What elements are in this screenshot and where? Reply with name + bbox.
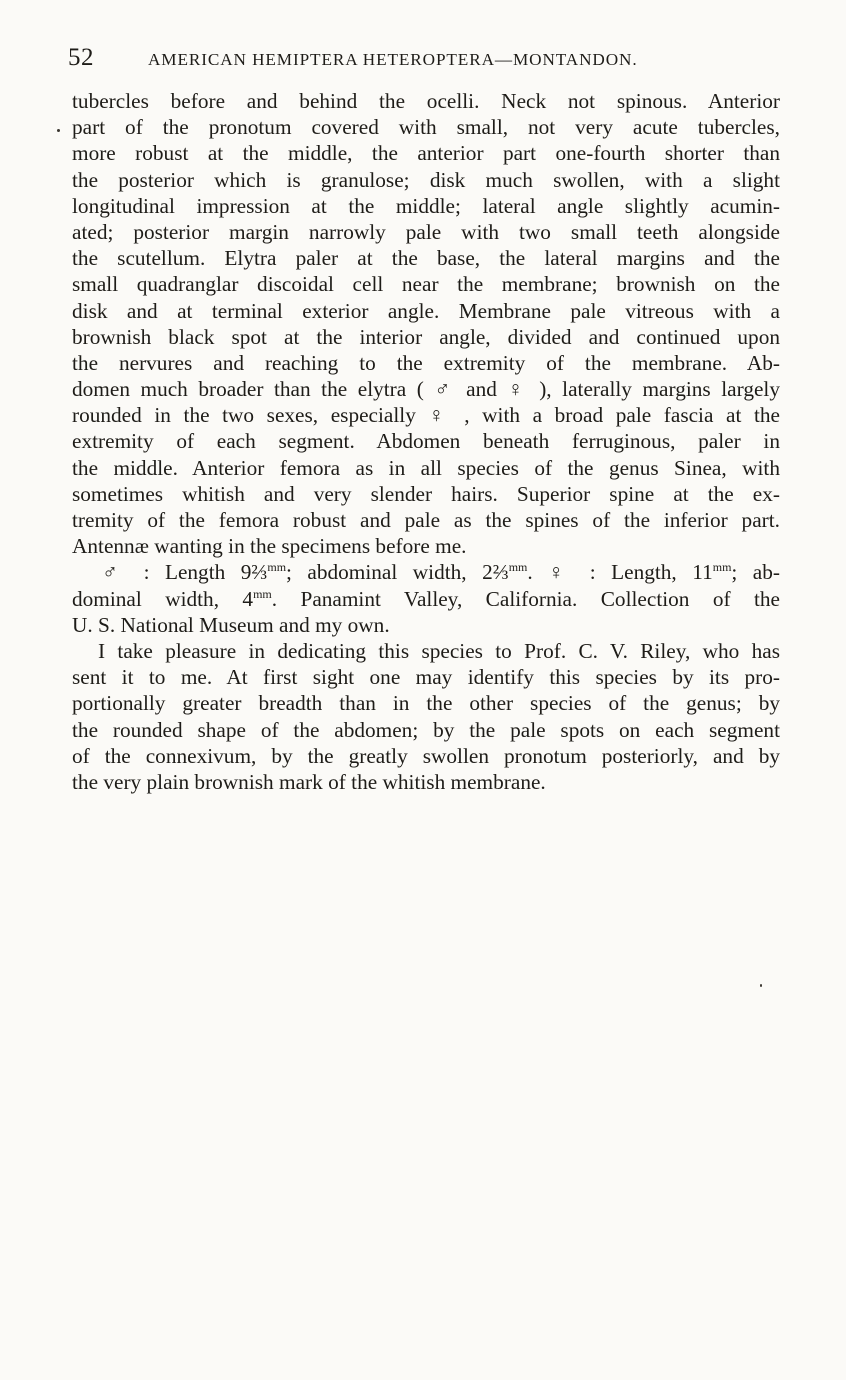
text-line: the very plain brownish mark of the whitish membrane. — [72, 769, 546, 794]
unit-mm: mm — [508, 560, 528, 575]
text-line: tremity of the femora robust and pale as the spines of the inferior part. — [72, 508, 780, 532]
female-symbol: ♀ — [548, 560, 575, 585]
text-line: longitudinal impression at the middle; lateral angle slightly acumin- — [72, 193, 780, 218]
text-line: portionally greater breadth than in the other species of the genus; by — [72, 691, 780, 716]
text-line: brownish black spot at the interior angle, divided and continued upon — [72, 324, 780, 349]
page-number: 52 — [68, 44, 94, 71]
text-line: the rounded shape of the abdomen; by the pale spots on each segment — [72, 717, 780, 742]
unit-mm: mm — [712, 560, 732, 575]
body-text — [72, 88, 780, 795]
male-length: 9⅔ — [240, 560, 268, 585]
text-line: of the connexivum, by the greatly swollen pronotum posteriorly, and by — [72, 743, 780, 768]
male-abdominal-width: 2⅔ — [482, 560, 509, 585]
text-line: domen much broader than the elytra ( ♂ and ♀ ), laterally margins largely — [72, 377, 780, 402]
text-line: ated; posterior margin narrowly pale with two small teeth alongside — [72, 219, 780, 244]
text-line: more robust at the middle, the anterior part one-fourth shorter than — [72, 141, 780, 166]
text-line: the scutellum. Elytra paler at the base, the lateral margins and the — [72, 246, 780, 271]
text-line: part of the pronotum covered with small, not very acute tubercles, — [72, 115, 780, 140]
text-line: sent it to me. At first sight one may identify this species by its pro- — [72, 665, 780, 690]
text-line: rounded in the two sexes, especially ♀ , with a broad pale fascia at the — [72, 403, 780, 428]
text-line: Antennæ wanting in the specimens before me. — [72, 534, 467, 559]
paragraph-description — [72, 88, 780, 559]
abdominal-label: ; abdominal width, — [286, 560, 483, 585]
ink-speck — [760, 984, 762, 987]
running-head: AMERICAN HEMIPTERA HETEROPTERA—MONTANDON. — [148, 50, 638, 69]
text-line: extremity of each segment. Abdomen beneath ferruginous, paler in — [72, 429, 780, 454]
length-label-female: : Length, — [574, 560, 693, 585]
unit-mm: mm — [267, 560, 287, 575]
locality-text: . Panamint Valley, California. Collection of the — [271, 586, 780, 611]
text-line: small quadranglar discoidal cell near the membrane; brownish on the — [72, 272, 780, 297]
text-line: the posterior which is granulose; disk much swollen, with a slight — [72, 167, 780, 192]
paragraph-measurements — [72, 559, 780, 638]
text-line: U. S. National Museum and my own. — [72, 612, 390, 637]
measurement-line — [72, 559, 780, 585]
text-line: the nervures and reaching to the extremity of the membrane. Ab- — [72, 350, 780, 375]
line-tail: ; ab- — [731, 560, 780, 585]
text-line: I take pleasure in dedicating this species to Prof. C. V. Riley, who has — [98, 638, 780, 663]
text-line: disk and at terminal exterior angle. Membrane pale vitreous with a — [72, 298, 780, 323]
measurement-line — [72, 586, 780, 612]
male-symbol: ♂ — [102, 560, 129, 585]
length-label: : Length — [128, 560, 241, 585]
separator: . — [527, 560, 549, 585]
text-line: the middle. Anterior femora as in all species of the genus Sinea, with — [72, 455, 780, 480]
paragraph-dedication — [72, 638, 780, 795]
text-line: tubercles before and behind the ocelli. Neck not spinous. Anterior — [72, 89, 780, 113]
ink-speck — [57, 129, 60, 132]
abdominal-width-female: dominal width, 4 — [72, 586, 254, 611]
female-length: 11 — [692, 560, 713, 585]
page-header — [68, 44, 780, 76]
unit-mm: mm — [253, 586, 272, 601]
text-line: sometimes whitish and very slender hairs. Superior spine at the ex- — [72, 481, 780, 506]
